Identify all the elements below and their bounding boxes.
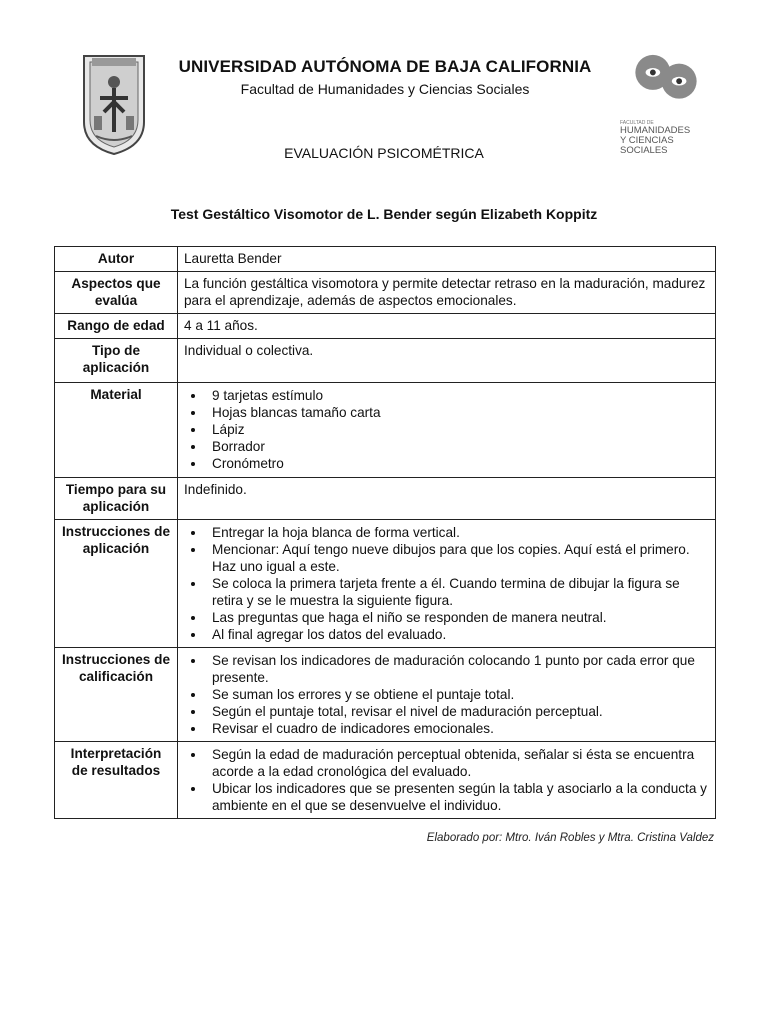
value-instrucciones-calificacion bbox=[178, 648, 716, 742]
table-row-tipo bbox=[55, 339, 716, 383]
label-autor: Autor bbox=[55, 247, 178, 272]
label-material: Material bbox=[55, 383, 178, 478]
label-rango: Rango de edad bbox=[55, 314, 178, 339]
list-item: • Mencionar: Aquí tengo nueve dibujos para que los copies. Aquí está el primero. Haz uno igual a este. bbox=[206, 541, 709, 575]
list-item: • Según el puntaje total, revisar el nivel de maduración perceptual. bbox=[206, 703, 709, 720]
faculty-logo-line2: HUMANIDADES bbox=[620, 125, 691, 136]
instrucciones-calificacion-list bbox=[184, 652, 709, 737]
table-row-interpretacion bbox=[55, 742, 716, 819]
interpretacion-list bbox=[184, 746, 709, 814]
table-row-aspectos bbox=[55, 272, 716, 314]
list-item: • 9 tarjetas estímulo bbox=[206, 387, 709, 404]
faculty-name: Facultad de Humanidades y Ciencias Sociales bbox=[240, 81, 530, 97]
value-autor: Lauretta Bender bbox=[178, 247, 716, 272]
table-row-autor bbox=[55, 247, 716, 272]
list-item: • Al final agregar los datos del evaluado. bbox=[206, 626, 709, 643]
list-item: • Se revisan los indicadores de maduración colocando 1 punto por cada error que presente. bbox=[206, 652, 709, 686]
table-row-rango bbox=[55, 314, 716, 339]
list-item: • Entregar la hoja blanca de forma vertical. bbox=[206, 524, 709, 541]
university-crest-logo bbox=[78, 52, 150, 156]
label-instrucciones-aplicacion: Instrucciones de aplicación bbox=[55, 520, 178, 648]
university-title: UNIVERSIDAD AUTÓNOMA DE BAJA CALIFORNIA bbox=[178, 57, 592, 76]
list-item: • Cronómetro bbox=[206, 455, 709, 472]
label-tiempo: Tiempo para su aplicación bbox=[55, 478, 178, 520]
list-item: • Según la edad de maduración perceptual obtenida, señalar si ésta se encuentra acorde a la edad cronológica del evaluado. bbox=[206, 746, 709, 780]
table-row-tiempo bbox=[55, 478, 716, 520]
value-aspectos: La función gestáltica visomotora y permite detectar retraso en la maduración, madurez para el aprendizaje, además de aspectos emocionales. bbox=[178, 272, 716, 314]
faculty-logo-line3: Y CIENCIAS SOCIALES bbox=[620, 135, 674, 156]
test-info-table bbox=[54, 246, 716, 819]
faculty-logo-line1: FACULTAD DE bbox=[620, 120, 654, 126]
value-tiempo: Indefinido. bbox=[178, 478, 716, 520]
list-item: • Hojas blancas tamaño carta bbox=[206, 404, 709, 421]
list-item: • Ubicar los indicadores que se presenten según la tabla y asociarlo a la conducta y ambiente en el que se desenvuelve el individuo. bbox=[206, 780, 709, 814]
table-row-instrucciones-calificacion bbox=[55, 648, 716, 742]
value-instrucciones-aplicacion bbox=[178, 520, 716, 648]
list-item: • Borrador bbox=[206, 438, 709, 455]
label-interpretacion: Interpretación de resultados bbox=[55, 742, 178, 819]
list-item: • Se coloca la primera tarjeta frente a él. Cuando termina de dibujar la figura se retira y se le muestra la siguiente figura. bbox=[206, 575, 709, 609]
value-interpretacion bbox=[178, 742, 716, 819]
test-title: Test Gestáltico Visomotor de L. Bender según Elizabeth Koppitz bbox=[170, 206, 598, 222]
label-instrucciones-calificacion: Instrucciones de calificación bbox=[55, 648, 178, 742]
credit-line: Elaborado por: Mtro. Iván Robles y Mtra. Cristina Valdez bbox=[426, 832, 714, 844]
table-row-instrucciones-aplicacion bbox=[55, 520, 716, 648]
evaluation-title: EVALUACIÓN PSICOMÉTRICA bbox=[284, 145, 484, 161]
list-item: • Lápiz bbox=[206, 421, 709, 438]
faculty-logo bbox=[618, 52, 714, 122]
list-item: • Revisar el cuadro de indicadores emocionales. bbox=[206, 720, 709, 737]
value-rango: 4 a 11 años. bbox=[178, 314, 716, 339]
instrucciones-aplicacion-list bbox=[184, 524, 709, 643]
label-tipo: Tipo de aplicación bbox=[55, 339, 178, 383]
value-material bbox=[178, 383, 716, 478]
table-row-material bbox=[55, 383, 716, 478]
value-tipo: Individual o colectiva. bbox=[178, 339, 716, 383]
list-item: • Las preguntas que haga el niño se responden de manera neutral. bbox=[206, 609, 709, 626]
label-aspectos: Aspectos que evalúa bbox=[55, 272, 178, 314]
material-list bbox=[184, 387, 709, 472]
list-item: • Se suman los errores y se obtiene el puntaje total. bbox=[206, 686, 709, 703]
